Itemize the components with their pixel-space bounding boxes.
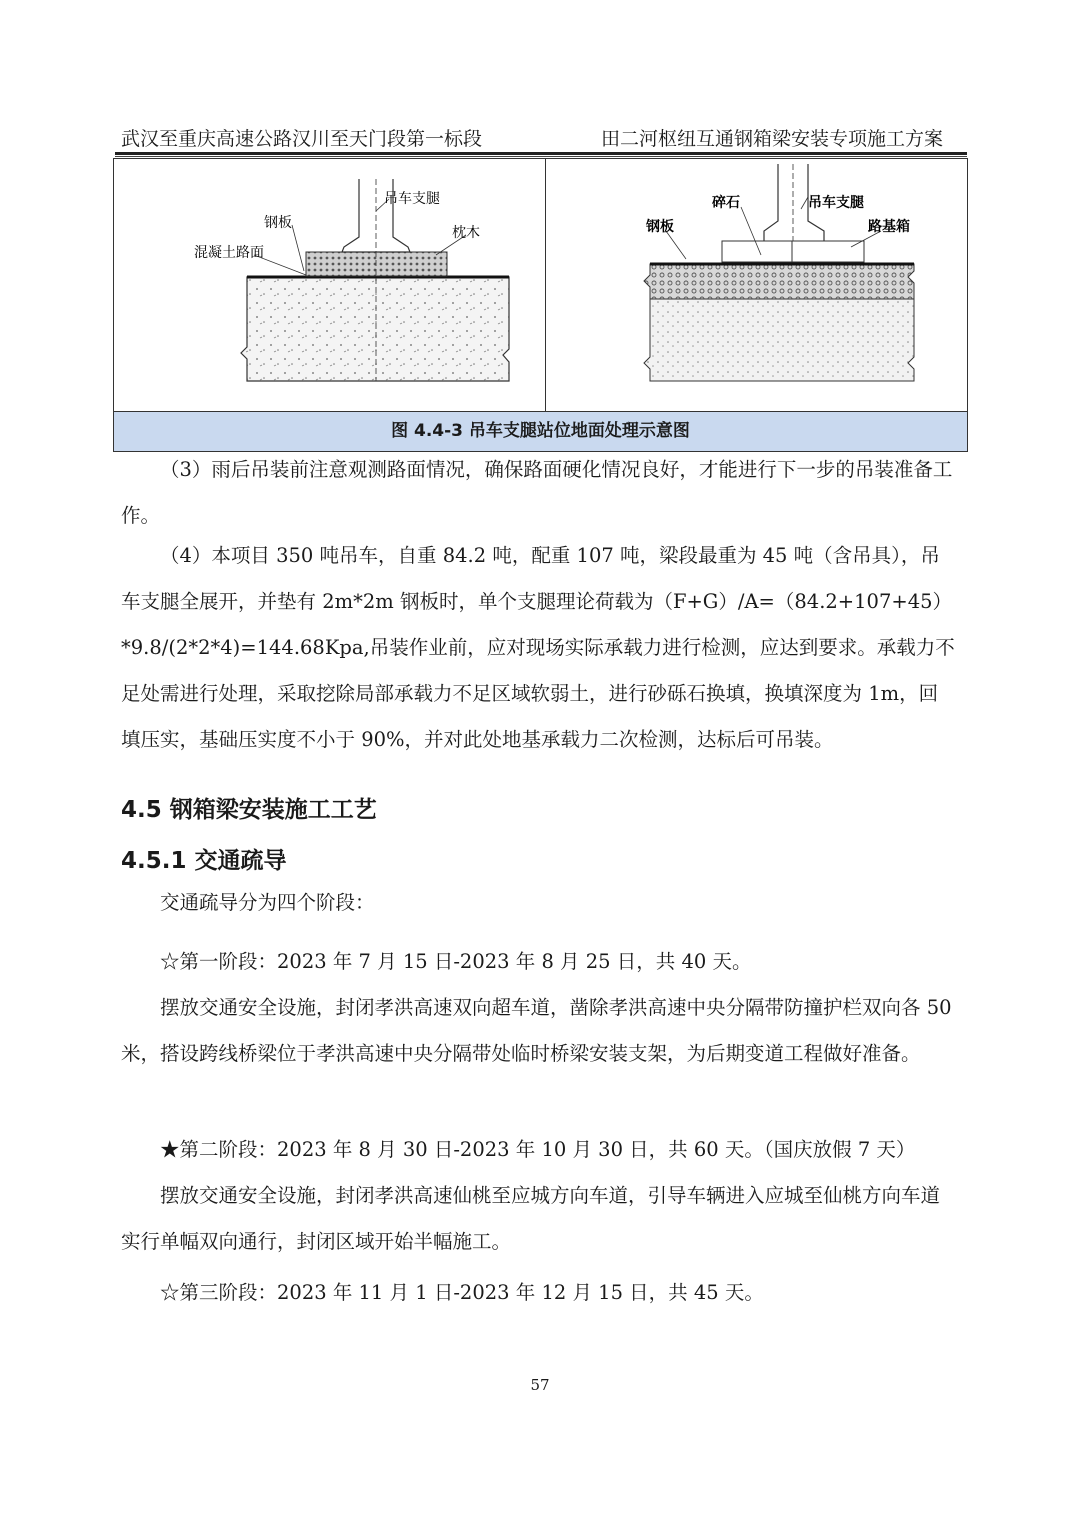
figure-caption: 图 4.4-3 吊车支腿站位地面处理示意图 xyxy=(114,411,967,451)
label-roadbed: 路基箱 xyxy=(868,219,910,235)
label-sleeper: 枕木 xyxy=(452,225,480,241)
stage-2-text: 摆放交通安全设施，封闭孝洪高速仙桃至应城方向车道，引导车辆进入应城至仙桃方向车道实行单幅双向通行，封闭区域开始半幅施工。 xyxy=(121,1184,941,1253)
heading-4-5-1: 4.5.1 交通疏导 xyxy=(121,848,287,874)
right-diagram xyxy=(546,159,967,411)
header-rule-thin xyxy=(115,156,967,157)
label-steel-plate: 钢板 xyxy=(264,215,292,231)
heading-4-5: 4.5 钢箱梁安装施工工艺 xyxy=(121,797,377,823)
paragraph-3: （3）雨后吊装前注意观测路面情况，确保路面硬化情况良好，才能进行下一步的吊装准备工作。 xyxy=(121,458,953,527)
left-diagram xyxy=(114,159,545,411)
stage-1-title: ☆第一阶段：2023 年 7 月 15 日-2023 年 8 月 25 日，共 40 天。 xyxy=(160,950,752,973)
traffic-intro: 交通疏导分为四个阶段： xyxy=(160,891,375,914)
header-rule xyxy=(115,152,967,155)
header-right: 田二河枢纽互通钢箱梁安装专项施工方案 xyxy=(600,128,943,150)
figure-4-4-3 xyxy=(113,158,968,452)
page-header xyxy=(115,124,965,154)
label-concrete: 混凝土路面 xyxy=(194,245,264,261)
stage-2-title: ★第二阶段：2023 年 8 月 30 日-2023 年 10 月 30 日，共 60 天。（国庆放假 7 天） xyxy=(160,1138,916,1161)
paragraph-4: （4）本项目 350 吨吊车，自重 84.2 吨，配重 107 吨，梁段最重为 45 吨（含吊具），吊车支腿全展开，并垫有 2m*2m 钢板时，单个支腿理论荷载为（F+G）/A=（84.2+107+45）*9.8/(2*2*4)=144.68Kpa,吊装作业前，应对现场实际承载力进行检测，应达到要求。承载力不足处需进行处理，采取挖除局部承载力不足区域软弱土，进行砂砾石换填，换填深度为 1m，回填压实，基础压实度不小于 90%，并对此处地基承载力二次检测，达标后可吊装。 xyxy=(121,544,955,751)
page-number: 57 xyxy=(530,1376,550,1394)
label-outrigger: 吊车支腿 xyxy=(384,191,440,207)
label-steel-plate-right: 钢板 xyxy=(646,219,674,235)
label-outrigger-right: 吊车支腿 xyxy=(808,195,864,211)
header-left: 武汉至重庆高速公路汉川至天门段第一标段 xyxy=(121,128,483,150)
stage-1-text: 摆放交通安全设施，封闭孝洪高速双向超车道，凿除孝洪高速中央分隔带防撞护栏双向各 50 米，搭设跨线桥梁位于孝洪高速中央分隔带处临时桥梁安装支架，为后期变道工程做好准备。 xyxy=(121,996,952,1065)
stage-3-title: ☆第三阶段：2023 年 11 月 1 日-2023 年 12 月 15 日，共 45 天。 xyxy=(160,1281,764,1304)
label-gravel: 碎石 xyxy=(712,195,740,211)
